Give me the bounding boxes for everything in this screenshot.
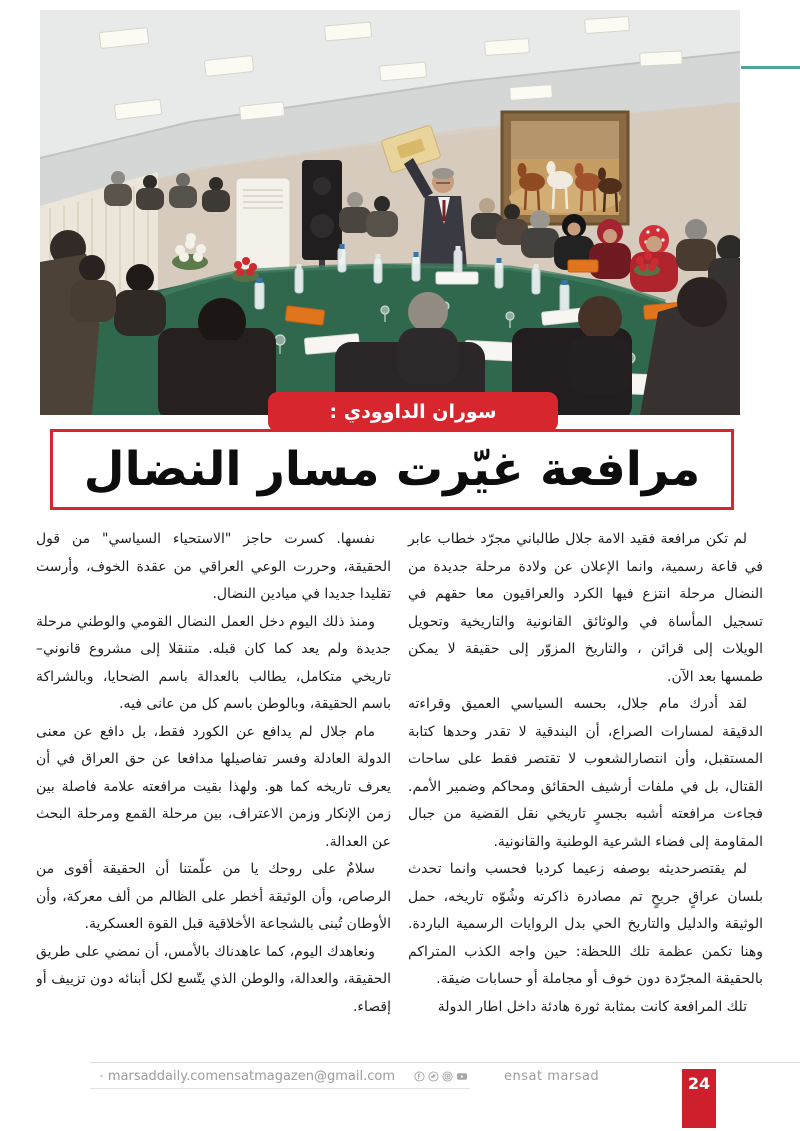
- paragraph: ومنذ ذلك اليوم دخل العمل النضال القومي والوطني مرحلة جديدة ولم يعد كما كان قبله. متنقلا إلى مشروع قانوني– تاريخي متكامل، يطالب بالعدالة باسم الضحايا، وبالشراكة باسم الحقيقة، وبالوطن باسم كل من عانى فيه.: [36, 613, 391, 712]
- paragraph: مام جلال لم يدافع عن الكورد فقط، بل دافع عن معنى الدولة العادلة وفسر تفاصيلها مدافعا عن حق العراق في أن يعرف تاريخه كما هو. ولهذا بقيت مرافعته علامة فاصلة بين زمن الإنكار وزمن الاعتراف، بين مرحلة القمع ومرحلة البحث عن العدالة.: [36, 723, 391, 850]
- twitter-icon: [428, 1071, 439, 1082]
- paragraph: ونعاهدك اليوم، كما عاهدناك بالأمس، أن نمضي على طريق الحقيقة، والعدالة، والوطن الذي يتّسع لكل أبنائه دون تزييف أو إقصاء.: [36, 943, 391, 1015]
- instagram-icon: [442, 1071, 453, 1082]
- article-column-right: [408, 526, 763, 1060]
- facebook-icon: [414, 1071, 425, 1082]
- paragraph: سلامٌ على روحك يا من علّمتنا أن الحقيقة أقوى من الرصاص، وأن الوثيقة أخطر على الظالم من ألف معركة، وأن الأوطان تُبنى بالشجاعة الأخلاقية قبل القوة العسكرية.: [36, 861, 391, 932]
- kicker-ribbon: [268, 392, 558, 432]
- footer-social-icons: [414, 1071, 468, 1082]
- headline-box: [50, 429, 734, 510]
- page-number: 24: [687, 1074, 711, 1093]
- meeting-photo-illustration: [40, 10, 740, 415]
- paragraph: نفسها. كسرت حاجز "الاستحياء السياسي" من قول الحقيقة، وحررت الوعي العراقي من عقدة الخوف، وأرست تقليدا جديدا في ميادين النضال.: [36, 531, 391, 602]
- paragraph: لقد أدرك مام جلال، بحسه السياسي العميق وقراءته الدقيقة لمسارات الصراع، أن البندقية لا تقدر وحدها كتابة المستقبل، وأن انتصارالشعوب لا تقتصر فقط على ساحات القتال، بل في ملفات أرشيف الحقائق ومحاكم وضمير الأمم. فجاءت مرافعته أشبه بجسرٍ تاريخي نقل القضية من جبال المقاومة إلى فضاء الشرعية الوطنية والقانونية.: [408, 696, 763, 850]
- page-number-badge: [682, 1069, 716, 1128]
- footer-social-handle: ensat marsad: [504, 1068, 600, 1084]
- paragraph: تلك المرافعة كانت بمثابة ثورة هادئة داخل اطار الدولة: [437, 998, 747, 1015]
- article-column-left: [36, 526, 391, 1060]
- footer: [100, 1066, 599, 1086]
- kicker-label: سوران الداوودي :: [329, 401, 497, 423]
- footer-website-label: marsaddaily.com: [107, 1068, 218, 1084]
- page-title: مرافعة غيّرت مسار النضال: [83, 442, 701, 497]
- footer-divider-bottom: [90, 1088, 470, 1089]
- footer-divider-top: [90, 1062, 800, 1063]
- footer-email: [218, 1069, 414, 1084]
- paragraph: لم يقتصرحديثه بوصفه زعيما كرديا فحسب وانما تحدث بلسان عراقٍ جريحٍ تم مصادرة ذاكرته وشُوّه تاريخه، حمل الوثيقة والدليل والتاريخ الحي بدل الروايات الرسمية الباردة. وهنا تكمن عظمة تلك اللحظة: حين واجه الكذب المتراكم بالحقيقة المجرّدة دون خوف أو مجاملة أو حسابات ضيقة.: [408, 861, 763, 987]
- globe-icon: [100, 1070, 103, 1082]
- footer-website: [100, 1069, 218, 1084]
- paragraph: لم تكن مرافعة فقيد الامة جلال طالباني مجرّد خطاب عابر في قاعة رسمية، وانما الإعلان عن ولادة مرحلة جديدة من النضال مرحلة انتزع فيها الكرد والعراقيون معا حقهم في تسجيل المأساة في والوثائق القانونية والتاريخية وتحويل الويلات إلى قرائن ، والتاريخ المزوّر إلى حقيقة لا يمكن طمسها بعد الآن.: [408, 531, 763, 685]
- page-accent-rule: [741, 66, 800, 69]
- youtube-icon: [456, 1071, 468, 1082]
- article-body: [36, 526, 763, 1060]
- meeting-photo: [40, 10, 740, 415]
- footer-email-label: ensatmagazen@gmail.com: [218, 1068, 395, 1084]
